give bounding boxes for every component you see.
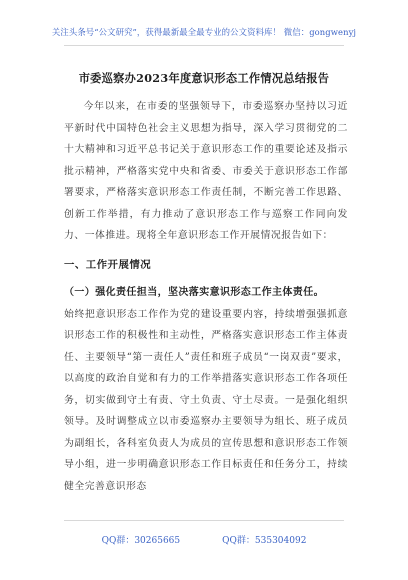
subsection-paragraph: 始终把意识形态工作作为党的建设重要内容，持续增强强抓意识形态工作的积极性和主动性，严格落实意识形态工作主体责任、主要领导“第一责任人”责任和班子成员“一岗双责”要求，以高度的政治自觉和有力的工作举措落实意识形态工作各项任务，切实做到守土有责、守土负责、守土尽责。一是强化组织领导。及时调整成立以市委巡察办主要领导为组长、班子成员为副组长，各科室负责人为成员的宣传思想和意识形态工作领导小组，进一步明确意识形态工作目标责任和任务分工，持续健全完善意识形态 <box>64 308 348 492</box>
footer-divider <box>64 520 344 521</box>
footer-contact <box>0 533 408 546</box>
intro-paragraph: 今年以来，在市委的坚强领导下，市委巡察办坚持以习近平新时代中国特色社会主义思想为指导，深入学习贯彻党的二十大精神和习近平总书记关于意识形态工作的重要论述及指示批示精神，严格落实党中央和省委、市委关于意识形态工作部署要求，严格落实意识形态工作责任制，不断完善工作思路、创新工作举措，有力推动了意识形态工作与巡察工作同向发力、一体推进。现将全年意识形态工作开展情况报告如下： <box>64 101 348 241</box>
footer-qq-group-1: QQ群：30265665 <box>101 536 181 546</box>
document-body <box>64 96 348 497</box>
document-title: 市委巡察办2023年度意识形态工作情况总结报告 <box>78 71 330 85</box>
header-promo-note: 关注头条号“公文研究”，获得最新最全最专业的公文资料库！ 微信：gongwenyj <box>51 27 357 37</box>
header-divider <box>64 45 344 46</box>
footer-qq-group-2: QQ群：535304092 <box>222 536 307 546</box>
section-heading: 一、工作开展情况 <box>64 258 152 271</box>
subsection-heading: （一）强化责任担当，坚决落实意识形态工作主体责任。 <box>64 287 324 298</box>
